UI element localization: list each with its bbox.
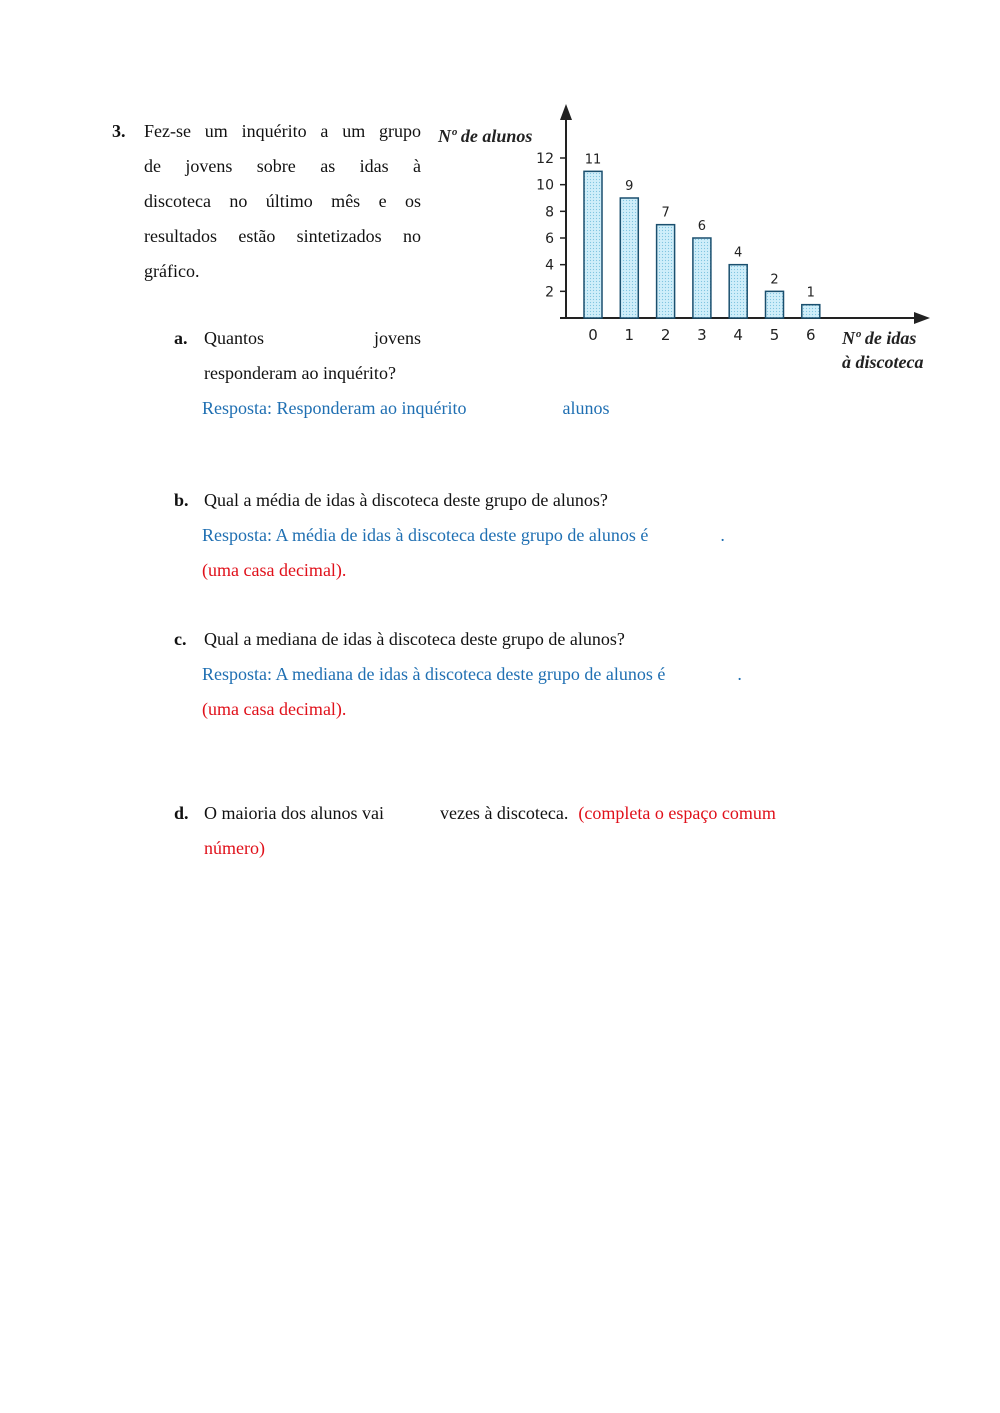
item-a-line1: Quantos jovens <box>204 328 421 348</box>
item-d-hint-line2: número) <box>204 838 265 858</box>
y-tick-label: 2 <box>545 284 554 301</box>
x-tick-label: 2 <box>660 326 671 344</box>
item-a-answer-prefix: Resposta: Responderam ao inquérito <box>202 398 467 418</box>
question-number: 3. <box>112 121 126 141</box>
bar <box>766 291 784 318</box>
intro-line: gráfico. <box>144 261 200 281</box>
item-d-hint-line1: (completa o espaço comum <box>578 803 776 823</box>
data-label: 7 <box>661 205 670 221</box>
item-b-answer <box>202 518 725 553</box>
item-c-hint: (uma casa decimal). <box>202 699 347 719</box>
intro-line: Fez-se um inquérito a um grupo <box>144 121 421 141</box>
x-tick-label: 5 <box>769 326 780 344</box>
item-b-label: b. <box>174 490 189 510</box>
item-a-answer-suffix: alunos <box>562 398 610 418</box>
y-tick-label: 6 <box>545 231 554 247</box>
y-tick-label: 10 <box>536 177 554 194</box>
data-label: 2 <box>770 272 779 288</box>
item-a-label: a. <box>174 328 188 348</box>
intro-line: resultados estão sintetizados no <box>144 226 421 246</box>
y-axis-label: Nº de alunos <box>438 126 533 146</box>
x-tick-label: 1 <box>624 326 635 344</box>
x-tick-label: 3 <box>697 326 707 344</box>
bar <box>584 171 602 318</box>
data-label: 9 <box>625 179 634 194</box>
data-label: 4 <box>734 245 743 261</box>
y-axis-arrow-icon <box>560 104 572 120</box>
y-tick-label: 4 <box>545 257 554 274</box>
data-label: 11 <box>584 152 602 168</box>
y-tick-label: 8 <box>545 204 554 221</box>
item-d-sentence <box>204 796 776 831</box>
intro-line: de jovens sobre as idas à <box>144 156 421 176</box>
item-c-question: Qual a mediana de idas à discoteca deste grupo de alunos? <box>204 629 625 649</box>
item-c-answer-prefix: Resposta: A mediana de idas à discoteca deste grupo de alunos é <box>202 664 666 684</box>
intro-line: discoteca no último mês e os <box>144 191 421 211</box>
data-label: 1 <box>806 285 815 301</box>
x-axis-label-line2: à discoteca <box>842 352 924 372</box>
bar <box>729 265 747 318</box>
item-b-answer-suffix: . <box>720 525 725 545</box>
bar <box>620 198 638 318</box>
item-d-text-before: O maioria dos alunos vai <box>204 803 384 823</box>
bar <box>693 238 711 318</box>
item-b-answer-prefix: Resposta: A média de idas à discoteca deste grupo de alunos é <box>202 525 649 545</box>
item-d-text-after: vezes à discoteca. <box>439 803 569 823</box>
x-tick-label: 0 <box>588 326 598 344</box>
x-tick-label: 6 <box>806 326 816 344</box>
bar <box>802 305 820 318</box>
item-c-answer-suffix: . <box>737 664 742 684</box>
x-axis-label-line1: Nº de idas <box>842 328 917 348</box>
item-d-label: d. <box>174 803 189 823</box>
item-c-answer <box>202 657 742 692</box>
bar-chart <box>430 100 950 390</box>
item-a-answer <box>202 391 609 426</box>
bar <box>657 225 675 318</box>
data-label: 6 <box>697 219 707 234</box>
item-a-line2: responderam ao inquérito? <box>204 363 396 383</box>
y-tick-label: 12 <box>536 151 554 167</box>
question-intro <box>144 114 421 289</box>
item-b-hint: (uma casa decimal). <box>202 560 347 580</box>
item-c-label: c. <box>174 629 187 649</box>
x-tick-label: 4 <box>733 326 743 344</box>
item-b-question: Qual a média de idas à discoteca deste grupo de alunos? <box>204 490 608 510</box>
x-axis-arrow-icon <box>914 312 930 324</box>
